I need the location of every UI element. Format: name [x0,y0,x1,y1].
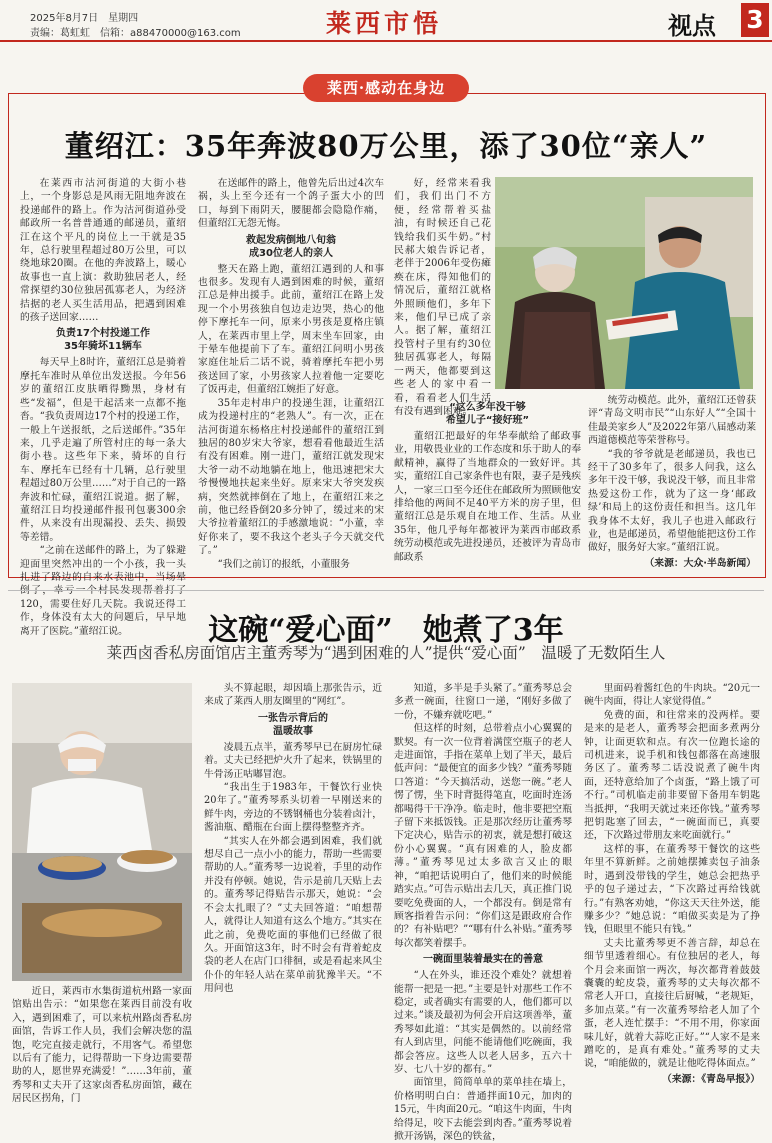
newspaper-logo: 莱西市悟 [326,9,443,38]
story2-headline: 这碗“爱心面” 她煮了3年 [208,613,564,648]
paragraph: 这样的事，在董秀琴干餐饮的这些年里不算新鲜。之前她摆摊卖包子油条时，遇到没带钱的学生，她总会把热乎乎的包子递过去，“下次路过再给钱就行。”有熟客劝她，“你这天天往外送，能赚多少？”她总说：“咱做买卖是为了挣钱，但眼里不能只有钱。” [584,843,760,936]
paragraph: 在莱西市沽河街道的大街小巷上，一个身影总是风雨无阻地奔波在投递邮件的路上。作为沽河街道孙受邮政所一名普普通通的邮递员，董绍江在这个平凡的岗位上一干就是35年，总行驶里程超过80万公里，可以绕地球20圈。在他的奔波路上，暖心故事也一直上演：救助独居老人，经常探望约30位独居孤寡老人，为经济拮据的老人买生活用品，把遇到困难的孩子送回家…… [20,178,186,324]
paragraph: 统劳动模范。此外，董绍江还曾获评“青岛文明市民”“山东好人”“全国十佳最美家乡人”及2022年第八届感动莱西道德模范等荣誉称号。 [588,395,756,447]
paragraph: 在送邮件的路上，他曾先后出过4次车祸，头上至今还有一个鸽子蛋大小的凹口，每到下雨阴天，腰腿都会隐隐作痛，但董绍江无怨无悔。 [198,178,384,230]
postman-delivering-to-elderly-woman-photo [495,177,753,389]
subheading: “这么多年没干够 希望儿子“接好班” [445,402,530,426]
story1-column-2 [198,177,384,571]
story1-column-4 [588,394,756,570]
source-credit: （来源：《青岛早报》） [662,1073,760,1085]
paragraph: 免费的面，和往常来的没两样。要是来的是老人，董秀琴会把面多煮两分钟，让面更软和点。有次一位跑长途的司机进来，说手机和钱包都落在高速服务区了。董秀琴二话没说煮了碗牛肉面，还特意给加了个卤蛋，“路上饿了可不行。”司机临走前非要留下备用车钥匙当抵押，“我明天就过来还你钱。”董秀琴把钥匙塞了回去，“一碗面而已，真要还，下次路过带朋友来吃面就行。” [584,709,760,842]
paragraph: 头不算起眼，却因墙上那张告示，近来成了莱西人朋友圈里的“网红”。 [204,683,382,708]
paragraph: 凌晨五点半，董秀琴早已在厨房忙碌着。丈夫已经把炉火升了起来，铁锅里的牛骨汤正咕嘟冒泡。 [204,741,382,780]
editor-line: 责编：葛虹虹 信箱：a88470000@163.com [30,28,241,39]
paragraph: “人在外头，谁还没个难处？就想着能帮一把是一把。”主要是针对那些工作不稳定，或者确实有需要的人，他们都可以过来。”谈及最初为何会开启这项善举，董秀琴如此道：“其实是偶然的。以前经常有人到店里，问能不能请他们吃碗面，我都会答应。这些人以老人居多，五六十岁、七八十岁的都有。” [394,970,572,1075]
issue-date: 2025年8月7日 星期四 [30,13,139,24]
source-credit: （来源：大众·半岛新闻） [644,557,756,569]
paragraph: 好，经常来看我们，我们出门不方便，经常帮着买盐油，有时候还自己花钱给我们买牛奶。”村民郝大娘告诉记者，老伴于2006年受伤瘫痪在床，得知他们的情况后，董绍江就格外照顾他们，多年下来，他们早已成了亲人。据了解，董绍江投管村子里有约30位独居孤寡老人，每隔一两天，他都要到这些老人的家中看一看，看看老人们生活有没有遇到困难。 [394,178,491,417]
story2-column-4 [584,682,760,1086]
section-divider [8,590,764,591]
story1-column-3a [394,177,491,418]
paragraph: “我出生于1983年，干餐饮行业快20年了。”董秀琴系头切着一早刚送来的鲜牛肉，旁边的不锈钢桶也分装着卤汁，酱油瓶、醋瓶在台面上摆得整整齐齐。 [204,782,382,834]
story2-column-2 [204,682,382,996]
story1-column-1 [20,177,186,638]
paragraph: 里面码着酱红色的牛肉块。“20元一碗牛肉面，得让人家觉得值。” [584,683,760,708]
paragraph: 董绍江把最好的年华奉献给了邮政事业，用敬畏业业的工作态度和乐于助人的奉献精神，赢得了当地群众的一致好评。其实，董绍江自己家条件也有限，妻子是残疾人，一家三口至今还住在邮政所为照顾他安排给他的两间不足40平方米的房子里，但董绍江总是乐观自在地工作、生活。从业35年，他几乎每年都被评为莱西市邮政系统劳动模范或先进投递员，还被评为青岛市邮政系 [394,431,581,563]
paragraph: 知道，多半是手头紧了。”董秀琴总会多煮一碗面，往窗口一递，“刚好多做了一份，不嫌弃就吃吧。” [394,683,572,721]
subheading: 救起发病倒地八旬翁 成30位老人的亲人 [246,234,336,259]
paragraph: “我的爷爷就是老邮递员，我也已经干了30多年了，很多人问我，这么多年干没干够，我说没干够，而且非常热爱这份工作，就为了这一身‘邮政绿’和局上的这份责任和担当。这几年我身体不太好，我儿子也进入邮政行业，也是邮递员，希望他能把这份工作做好，服务好大家。”董绍江说。 [588,448,756,554]
subheading: 一张告示背后的 温暖故事 [258,712,328,737]
paragraph: 丈夫比董秀琴更不善言辞，却总在细节里透着细心。有位独居的老人，每个月会来面馆一两次，每次都背着鼓鼓囊囊的蛇皮袋，董秀琴的丈夫每次都不常老人开口，直接往后厨喊，“老规矩，多加点菜。”有一次董秀琴给老人加了个蛋，老人连忙摆手：“不用不用，你家面味儿好，就着大蒜吃正好。”“人家不是来蹭吃的，是真有难处。”董秀琴的丈夫说，“咱能做的，就是让他吃得体面点。” [584,937,760,1070]
paragraph: 35年走村串户的投递生涯，让董绍江成为投递村庄的“老熟人”。有一次，正在沽河街道东杨格庄村投递邮件的董绍江到独居的80岁宋大爷家，想看看他最近生活有没有困难。刚一进门，董绍江就发现宋大爷一动不动地躺在地上，他迅速把宋大爷慢慢地扶起来坐好。原来宋大爷突发疾病，突然就摔倒在了地上，在董绍江来之前，他已经昏倒20多分钟了，缓过来的宋大爷拉着董绍江的手感激地说：“小董，幸好你来了，要不我这个老头子今天就交代了。” [198,397,384,557]
subheading: 一碗面里装着最实在的善意 [423,954,543,966]
story1-column-3b [394,398,581,564]
paragraph: 面馆里，简简单单的菜单挂在墙上，价格明明白白：普通拌面10元，加肉的15元，牛肉面20元。“咱这牛肉面，牛肉给得足，咬下去能尝到肉香。”董秀琴说着掀开汤锅，深色的铁盆， [394,1077,572,1142]
section-name: 视点 [668,12,716,40]
paragraph: “其实人在外都会遇到困难，我们就想尽自己一点小小的能力，帮助一些需要帮助的人。”董秀琴一边说着，手里的动作并没有停顿。她说，告示是前几天贴上去的。董秀琴记得贴告示那天，她说：“会不会太扎眼了？”丈夫回答道：“咱想帮人，就得让人知道有这么个地方。”其实在此之前，免费吃面的事他们已经做了很久。开面馆这3年，时不时会有背着蛇皮袋的老人在店门口徘徊，或是看起来风尘仆仆的年轻人站在菜单前犹豫半天。“不用问也 [204,835,382,995]
column-banner: 莱西·感动在身边 [303,74,469,102]
paragraph: 每天早上8时许，董绍江总是骑着摩托车准时从单位出发送报。今年56岁的董绍江皮肤晒得黝黑，身材有些“发福”，但是干起活来一点都不拖沓。“我负责周边17个村的投递工作，一般上午送报纸，之后送邮件。”35年来，几乎走遍了所管村庄的每一条大街小巷。这些年下来，骑坏的自行车、摩托车已经有十几辆，总行驶里程超过80万公里……”对于自己的一路奔波和忙碌，董绍江说道。据了解，董绍江日均投递邮件报刊包裹300余件，从来没有出现漏投、丢失、损毁等差错。 [20,357,186,543]
cook-preparing-noodle-bowls-photo [12,683,192,981]
paragraph: “之前在送邮件的路上，为了躲避迎面里突然冲出的一个小孩，我一头扎进了路边的自来水表池中，当场晕 120，需要住好几天院。我说还得工作，身体没有太大的问题后，早早地离开了医院。”董绍江说。 [20,545,186,637]
paragraph: 但这样的时刻，总带着点小心翼翼的默契。有一次一位背着满筐空瓶子的老人走进面馆，手指在菜单上划了半天，最后低声问：“最便宜的面多少钱？”董秀琴随口答道：“今天搞活动，送您一碗。”老人愣了愣，坐下时背挺得笔直，吃面时连汤都喝得干干净净。临走时，他非要把空瓶子留下来抵饭钱。正是那次经历让董秀琴下定决心，贴告示的初衷，就是想打破这份小心翼翼。“真有困难的人，脸皮都薄。”董秀琴见过太多欲言又止的眼神，“咱把话说明白了，他们来的时候能踏实点。”可告示贴出去几天，真正推门说要吃免费面的人，一个都没有。倒是常有顾客指着告示问：“你们这是跟政府合作的？有补贴吧？”“哪有什么补贴。”董秀琴每次都笑着摆手。 [394,723,572,949]
paragraph: 整天在路上跑，董绍江遇到的人和事也很多。发现有人遇到困难的时候，董绍江总是伸出援手。此前，董绍江在路上发现一个小男孩独自包边走边哭，热心的他停下摩托车一问，原来小男孩是夏格庄镇人，在莱西市里上学，周末坐车回家，由于晕车他提前下了车。董绍江问明小男孩家庭住址后二话不说，骑着摩托车把小男孩送回了家，小男孩家人拉着他一定要吃了饭再走，但董绍江婉拒了好意。 [198,263,384,396]
header-divider [0,40,772,42]
story2-column-3 [394,682,572,1143]
subheading: 负责17个村投递工作 35年骑坏11辆车 [56,328,150,353]
page-header [0,0,772,42]
page-number-badge: 3 [741,3,769,37]
story2-column-1 [12,985,192,1106]
story2-deck: 莱西卤香私房面馆店主董秀琴为“遇到困难的人”提供“爱心面” 温暖了无数陌生人 [106,644,666,662]
paragraph: “我们之前订的报纸，小董服务 [217,558,350,570]
story1-headline: 董绍江：35年奔波80万公里，添了30位“亲人” [64,129,708,163]
paragraph: 近日，莱西市水集街道杭州路一家面馆贴出告示：“如果您在莱西目前没有收入，遇到困难了，可以来杭州路卤香私房面馆，告诉工作人员，我们会解决您的温饱，吃完直接走就行，不用客气。希望您以后有了能力，记得帮助一下身边需要帮助的人，愿世界充满爱！”……3年前，董秀琴和丈夫开了这家卤香私房面馆，藏在居民区拐角，门 [12,986,192,1105]
